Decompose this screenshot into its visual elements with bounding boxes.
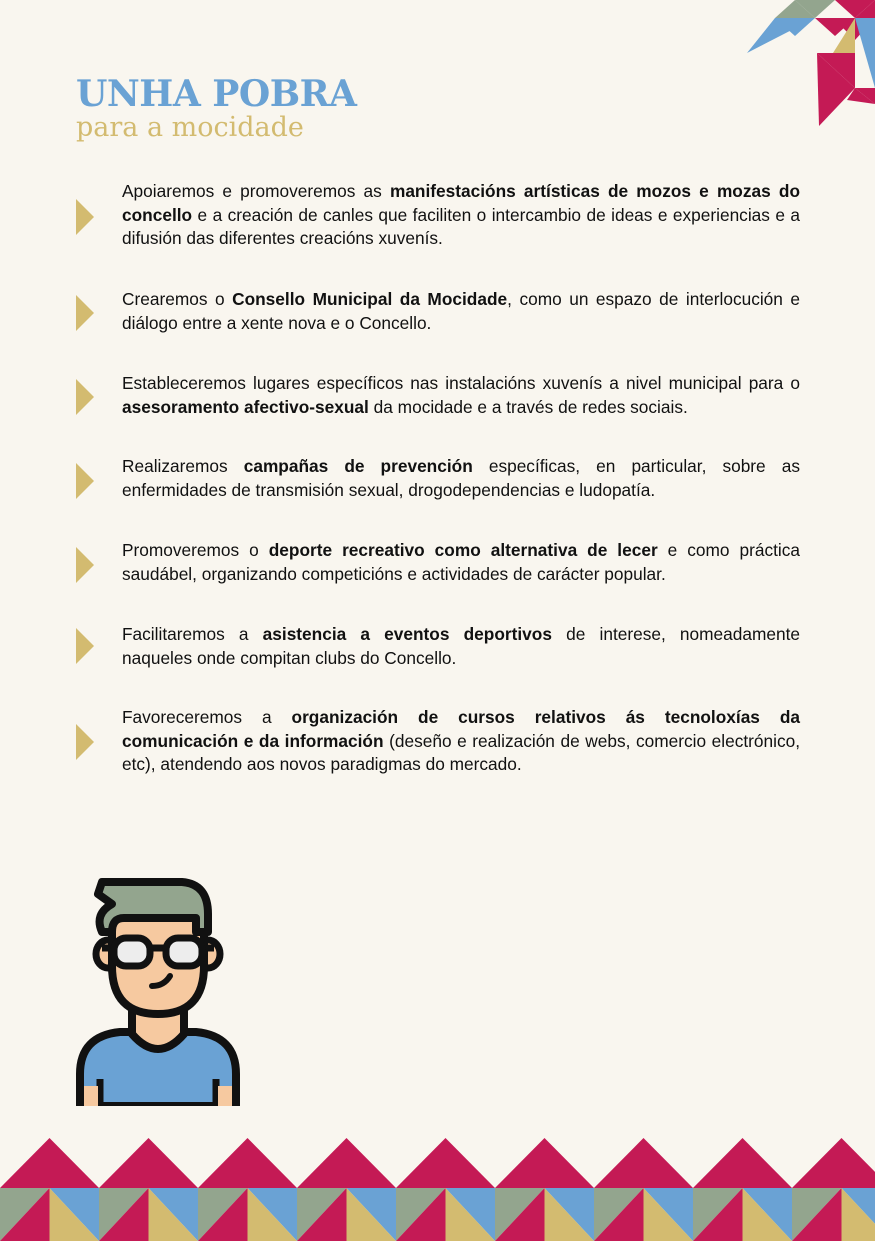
text-run-bold: campañas de prevención xyxy=(243,456,473,476)
page-title: UNHA POBRA xyxy=(76,73,357,115)
text-run: Facilitaremos a xyxy=(122,624,263,644)
page-subtitle: para a mocidade xyxy=(76,112,304,143)
text-run: Promoveremos o xyxy=(122,540,269,560)
text-run: Realizaremos xyxy=(122,456,244,476)
text-run: , como un espazo de interlocución e diálogo entre a xente nova e o Concello. xyxy=(122,289,801,333)
text-run-bold: asesoramento afectivo-sexual xyxy=(122,396,369,417)
text-run: Favoreceremos a xyxy=(122,707,292,727)
item-text xyxy=(122,455,800,502)
arrow-bullet-icon xyxy=(76,463,94,499)
text-run: Crearemos o xyxy=(122,289,233,309)
item-text xyxy=(122,706,800,777)
text-run: da mocidade e a través de redes sociais. xyxy=(368,396,688,417)
text-run: (deseño e realización de webs, comercio electrónico, etc), atendendo aos novos paradigmas do mercado. xyxy=(122,730,800,774)
text-run-bold: asistencia a eventos deportivos xyxy=(262,624,552,644)
arrow-bullet-icon xyxy=(76,295,94,331)
text-run: Estableceremos lugares específicos nas instalacións xuvenís a nivel municipal para o xyxy=(122,373,800,393)
text-run: e como práctica saudábel, organizando competicións e actividades de carácter popular. xyxy=(122,540,800,584)
text-run-bold: deporte recreativo como alternativa de lecer xyxy=(268,540,658,560)
text-run-bold: Consello Municipal da Mocidade xyxy=(232,289,508,309)
item-text xyxy=(122,180,800,251)
item-text xyxy=(122,372,800,419)
text-run: específicas, en particular, sobre as enfermidades de transmisión sexual, drogodependencias e ludopatía. xyxy=(122,456,800,500)
young-man-avatar-icon xyxy=(72,874,244,1106)
arrow-bullet-icon xyxy=(76,628,94,664)
text-run: Apoiaremos e promoveremos as xyxy=(122,181,390,201)
text-run: e a creación de canles que faciliten o intercambio de ideas e experiencias e a difusión das diferentes creacións xuvenís. xyxy=(122,204,800,248)
item-text xyxy=(122,288,800,335)
item-text xyxy=(122,539,800,586)
arrow-bullet-icon xyxy=(76,547,94,583)
text-run-bold: organización de cursos relativos ás tecnoloxías da comunicación e da información xyxy=(122,707,801,751)
arrow-bullet-icon xyxy=(76,199,94,235)
header xyxy=(76,74,357,144)
arrow-bullet-icon xyxy=(76,724,94,760)
text-run-bold: manifestacións artísticas de mozos e mozas do concello xyxy=(122,181,800,225)
item-text xyxy=(122,623,800,670)
text-run: de interese, nomeadamente naqueles onde compitan clubs do Concello. xyxy=(122,624,801,668)
corner-decoration xyxy=(747,0,875,128)
bottom-decoration xyxy=(0,1136,875,1241)
arrow-bullet-icon xyxy=(76,379,94,415)
